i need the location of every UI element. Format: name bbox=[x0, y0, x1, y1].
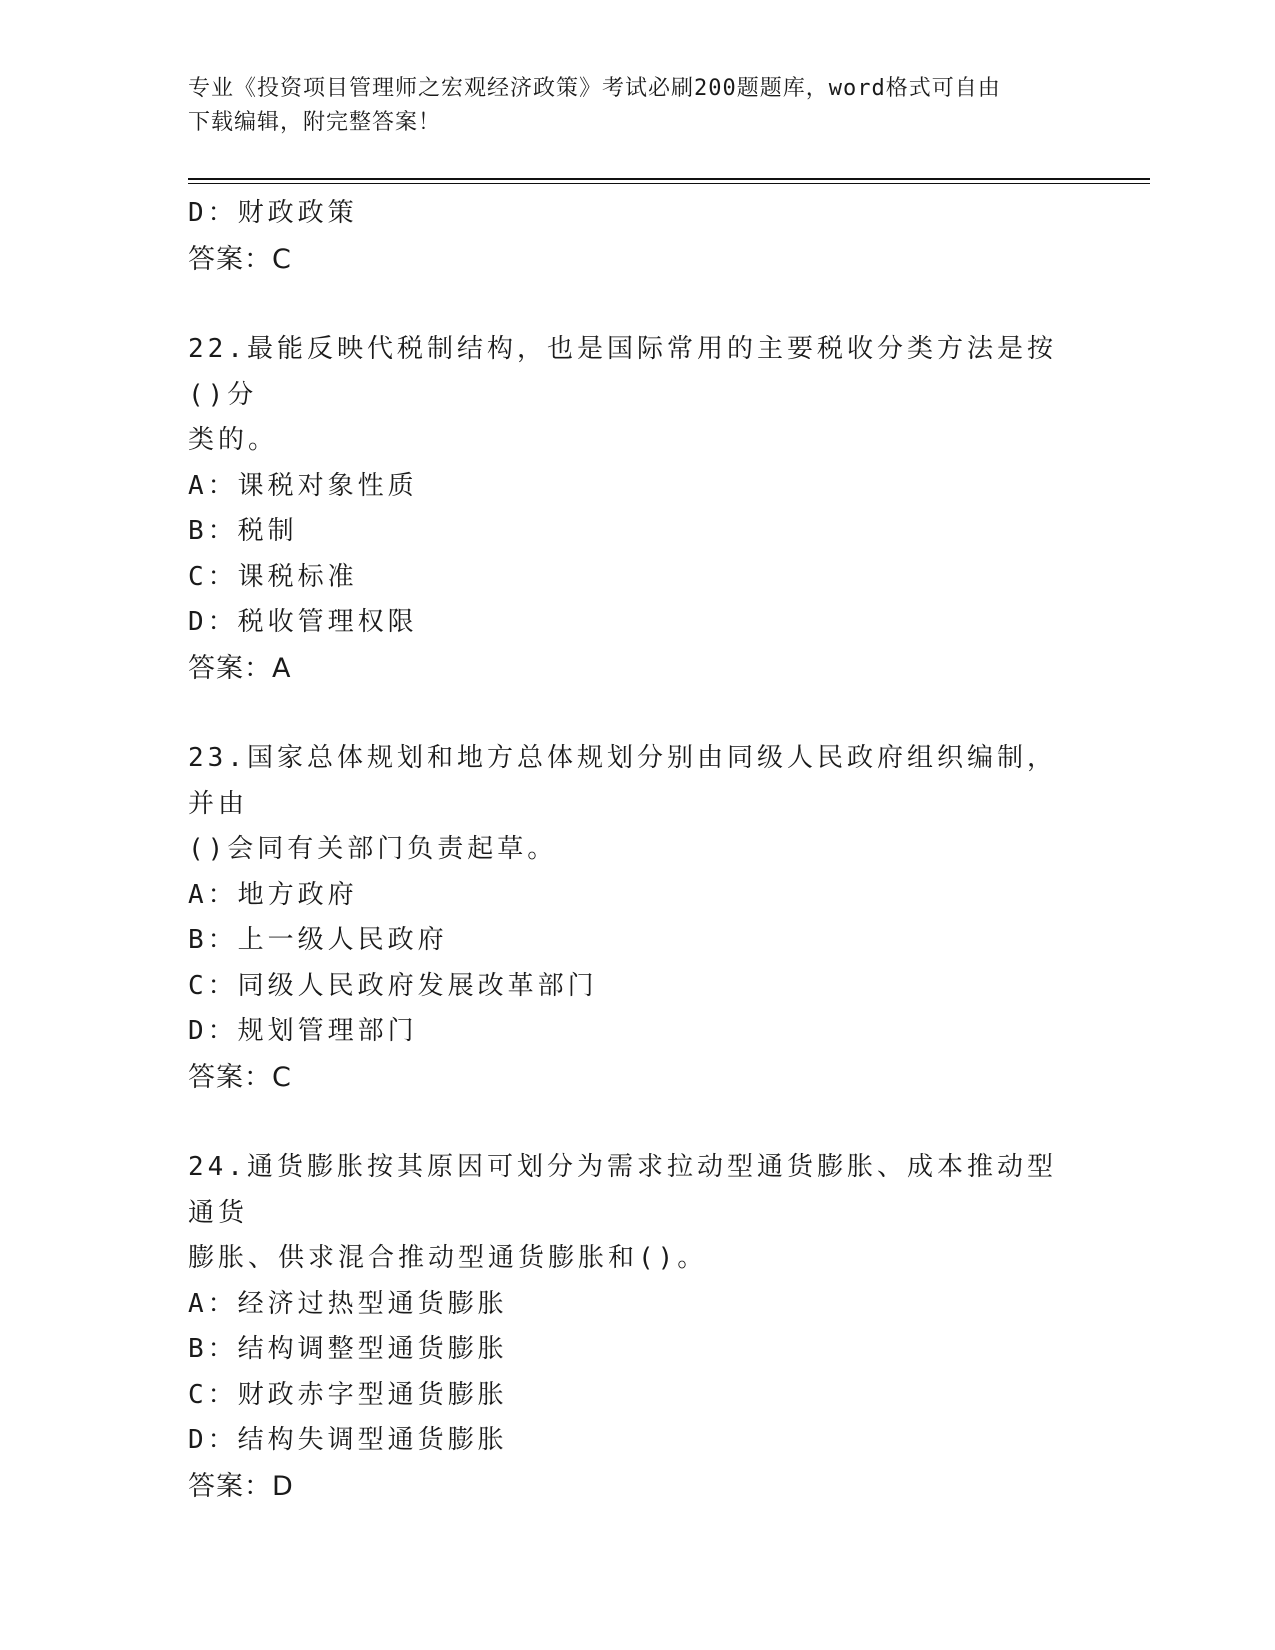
header-note bbox=[188, 72, 1088, 140]
question-23 bbox=[188, 736, 1088, 1100]
question-stem-line-1: 22.最能反映代税制结构，也是国际常用的主要税收分类方法是按()分 bbox=[188, 334, 1057, 410]
question-content bbox=[188, 191, 1088, 1554]
question-stem-line-2: 类的。 bbox=[188, 425, 279, 455]
option-b: B：税制 bbox=[188, 516, 298, 546]
option-a: A：地方政府 bbox=[188, 879, 358, 910]
question-stem-line-2: 膨胀、供求混合推动型通货膨胀和()。 bbox=[188, 1243, 708, 1273]
question-stem-line-1: 24.通货膨胀按其原因可划分为需求拉动型通货膨胀、成本推动型通货 bbox=[188, 1152, 1057, 1228]
answer-line: 答案：C bbox=[188, 243, 292, 275]
question-22 bbox=[188, 327, 1088, 691]
question-stem bbox=[188, 327, 1078, 464]
answer-line: 答案：D bbox=[188, 1470, 294, 1502]
question-stem bbox=[188, 1145, 1078, 1282]
option-b: B：结构调整型通货膨胀 bbox=[188, 1334, 508, 1364]
question-stem bbox=[188, 736, 1078, 873]
option-a: A：课税对象性质 bbox=[188, 470, 418, 501]
previous-question-tail bbox=[188, 191, 1088, 282]
option-d: D：税收管理权限 bbox=[188, 607, 418, 637]
question-stem-line-1: 23.国家总体规划和地方总体规划分别由同级人民政府组织编制，并由 bbox=[188, 743, 1057, 819]
option-d: D：规划管理部门 bbox=[188, 1016, 418, 1046]
header-note-line-1: 专业《投资项目管理师之宏观经济政策》考试必刷200题题库，word格式可自由 bbox=[188, 76, 1001, 101]
option-c: C：课税标准 bbox=[188, 561, 358, 592]
answer-line: 答案：C bbox=[188, 1061, 292, 1093]
option-d: D：结构失调型通货膨胀 bbox=[188, 1425, 508, 1455]
question-stem-line-2: ()会同有关部门负责起草。 bbox=[188, 834, 558, 864]
option-a: A：经济过热型通货膨胀 bbox=[188, 1288, 508, 1319]
header-divider-thick bbox=[188, 178, 1150, 180]
answer-line: 答案：A bbox=[188, 652, 292, 684]
header-note-line-2: 下载编辑，附完整答案！ bbox=[188, 110, 442, 135]
option-c: C：同级人民政府发展改革部门 bbox=[188, 970, 598, 1001]
option-c: C：财政赤字型通货膨胀 bbox=[188, 1379, 508, 1410]
option-d: D：财政政策 bbox=[188, 198, 358, 228]
option-b: B：上一级人民政府 bbox=[188, 925, 448, 955]
header-divider-thin bbox=[188, 183, 1150, 184]
question-24 bbox=[188, 1145, 1088, 1509]
